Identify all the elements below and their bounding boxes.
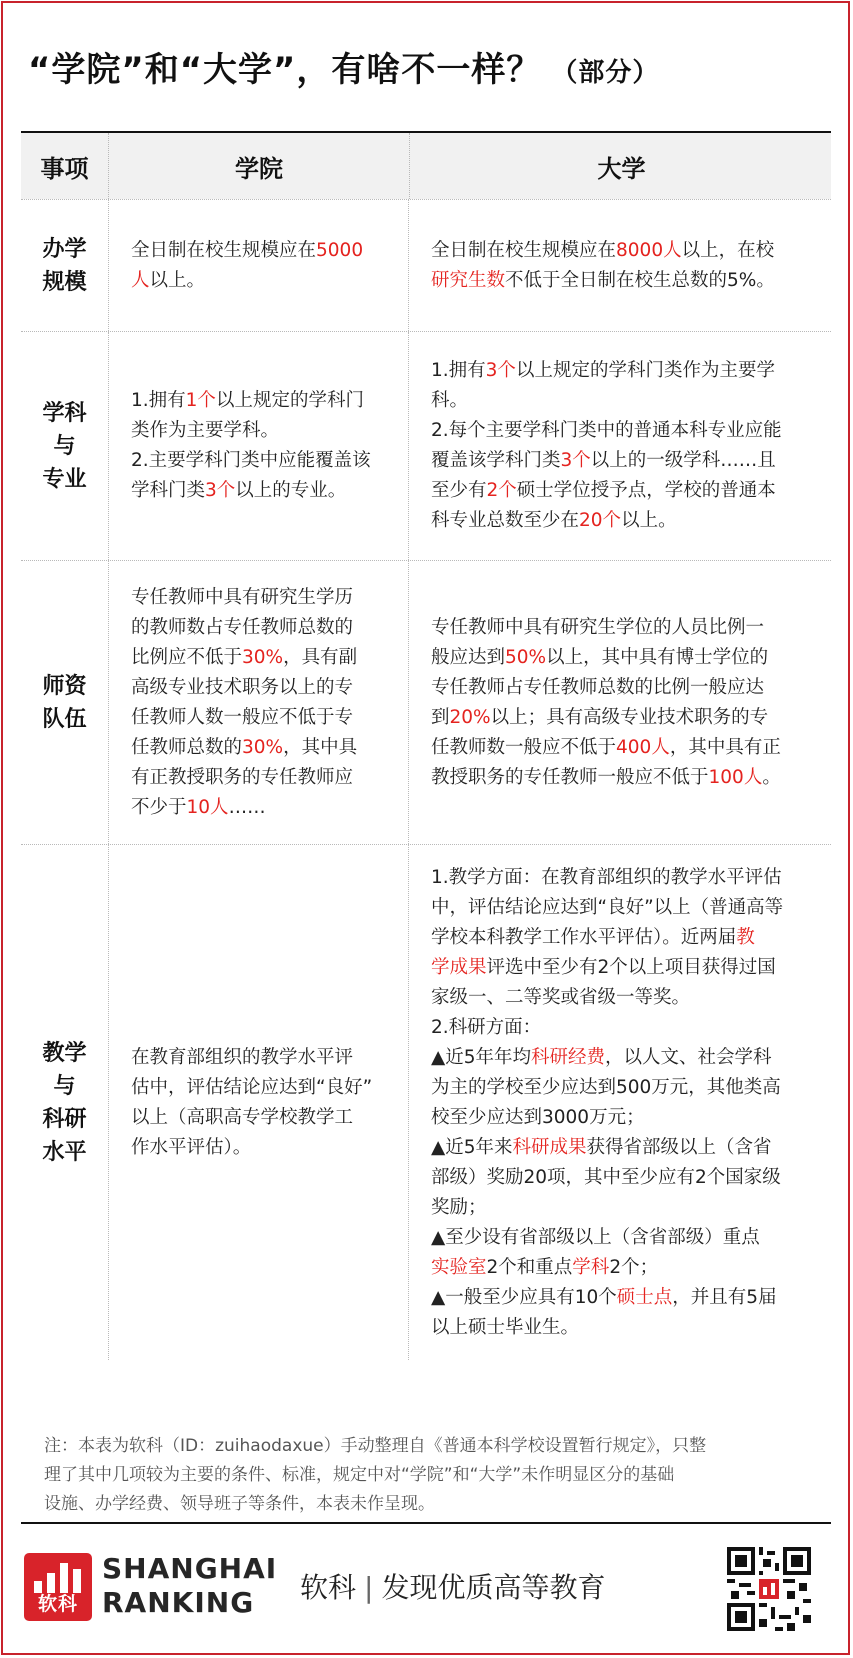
table-note: 注：本表为软科（ID：zuihaodaxue）手动整理自《普通本科学校设置暂行规定》，只整 理了其中几项较为主要的条件、标准，规定中对“学院”和“大学”未作明显区分的基础 设施、办学经费、领导班子等条件，本表未作呈现。 <box>44 1436 707 1514</box>
cell-text-segment: 以上的一级学科……且 至少有 <box>431 450 776 501</box>
highlight-text: 科研经费 <box>531 1046 606 1068</box>
cell-text-segment: ，其中具有正 教授职务的专任教师一般应不低于 <box>431 736 781 788</box>
item-cell: 教学 与 科研 水平 <box>42 1040 87 1165</box>
cell-text-segment: 专任教师中具有研究生学位的人员比例一 般应达到 <box>431 616 765 668</box>
table-row-disciplines <box>21 331 831 560</box>
cell-text-segment: 专任教师中具有研究生学历 的教师数占专任教师总数的 比例应不低于 <box>131 586 354 668</box>
cell-text-segment: ，具有副 高级专业技术职务以上的专 任教师人数一般应不低于专 任教师总数的 <box>131 646 358 758</box>
cell-text-segment: 1.教学方面：在教育部组织的教学水平评估 中，评估结论应达到“良好”以上（普通高等 学校本科教学工作水平评估）。近两届 <box>431 866 784 948</box>
cell-text-segment: ，以人文、社会学科 为主的学校至少应达到500万元，其他类高 校至少应达到3000万元； ▲近5年来 <box>431 1046 781 1158</box>
college-cell <box>108 845 408 1360</box>
cell-text-segment: 以上，在校 <box>681 239 775 261</box>
title-main: “学院”和“大学”，有啥不一样？ <box>28 50 542 90</box>
cell-text-segment: 以上。 <box>149 269 206 291</box>
slogan <box>300 1566 605 1606</box>
highlight-text: 400人 <box>616 736 670 758</box>
cell-text-segment: 1.拥有 <box>431 360 486 381</box>
table-row-teaching-research <box>21 844 831 1360</box>
highlight-text: 学科 <box>572 1256 610 1278</box>
highlight-text: 20% <box>449 706 491 728</box>
cell-text-segment: 以上规定的学科门类作为主要学 科。 2.每个主要学科门类中的普通本科专业应能 覆盖该学科门类 <box>431 360 782 471</box>
cell-text-segment: 评选中至少有2个以上项目获得过国 家级一、二等奖或省级一等奖。 2.科研方面： ▲近5年年均 <box>431 956 776 1068</box>
header-university: 大学 <box>409 133 833 199</box>
cell-text-segment: 以上规定的学科门 类作为主要学科。 2.主要学科门类中应能覆盖该 学科门类 <box>131 390 371 501</box>
highlight-text: 20个 <box>579 510 622 531</box>
header-item: 事项 <box>40 154 89 183</box>
college-cell <box>108 200 408 331</box>
cell-text-segment: …… <box>228 796 266 818</box>
footer-divider <box>21 1522 831 1524</box>
highlight-text: 3个 <box>485 360 516 381</box>
cell-text-segment: 以上。 <box>621 510 677 531</box>
highlight-text: 教 学成果 <box>431 926 755 978</box>
cell-text-segment: 以上的专业。 <box>235 480 347 501</box>
highlight-text: 硕士点 <box>616 1286 673 1308</box>
college-cell <box>108 561 408 844</box>
highlight-text: 50% <box>505 646 547 668</box>
highlight-text: 10人 <box>186 796 229 818</box>
comparison-table <box>21 131 831 1360</box>
cell-text-segment: 全日制在校生规模应在 <box>431 239 617 261</box>
logo-text: 软科 <box>37 1593 78 1615</box>
highlight-text: 3个 <box>205 480 236 501</box>
highlight-text: 科研成果 <box>512 1136 587 1158</box>
highlight-text: 30% <box>242 736 284 758</box>
cell-text-segment: 硕士学位授予点，学校的普通本 科专业总数至少在 <box>431 480 776 531</box>
slogan-text: 发现优质高等教育 <box>381 1571 606 1604</box>
item-cell: 师资 队伍 <box>42 673 87 732</box>
university-cell <box>408 200 831 331</box>
cell-text-segment: ，并且有5届 以上硕士毕业生。 <box>431 1286 777 1338</box>
cell-text-segment: 。 <box>762 766 781 788</box>
cell-text-segment: 2个和重点 <box>486 1256 573 1278</box>
item-cell: 办学 规模 <box>42 236 87 295</box>
college-cell <box>108 332 408 560</box>
highlight-text: 1个 <box>185 390 216 411</box>
cell-text-segment: 以上；具有高级专业技术职务的专 任教师数一般应不低于 <box>431 706 769 758</box>
highlight-text: 3个 <box>560 450 591 471</box>
table-header <box>21 133 831 199</box>
page-title <box>28 42 659 91</box>
highlight-text: 30% <box>242 646 284 668</box>
cell-text-segment: 以上，其中具有博士学位的 专任教师占专任教师总数的比例一般应达 到 <box>431 646 769 728</box>
cell-text-segment: 获得省部级以上（含省 部级）奖励20项，其中至少应有2个国家级 奖励； ▲至少设有省部级以上（含省部级）重点 <box>431 1136 781 1248</box>
slogan-brand: 软科 <box>300 1571 357 1604</box>
university-cell <box>408 561 831 844</box>
cell-text-segment: 2个； ▲一般至少应具有10个 <box>431 1256 659 1308</box>
cell-text-segment: 在教育部组织的教学水平评 估中，评估结论应达到“良好” 以上（高职高专学校教学工 作水平评估）。 <box>131 1046 373 1158</box>
highlight-text: 5000 人 <box>131 239 364 291</box>
qr-code-icon <box>727 1547 811 1631</box>
title-sub: （部分） <box>551 58 660 88</box>
brand-name <box>102 1552 277 1620</box>
cell-text-segment: ，其中具 有正教授职务的专任教师应 不少于 <box>131 736 358 818</box>
highlight-text: 8000人 <box>616 239 682 261</box>
highlight-text: 实验室 <box>431 1256 487 1278</box>
item-cell: 学科 与 专业 <box>42 400 87 492</box>
university-cell <box>408 332 831 560</box>
cell-text-segment: 不低于全日制在校生总数的5%。 <box>505 269 775 291</box>
brand-line-2: RANKING <box>102 1586 255 1619</box>
cell-text-segment: 全日制在校生规模应在 <box>131 239 317 261</box>
brand-line-1: SHANGHAI <box>102 1552 278 1585</box>
slogan-separator: | <box>364 1571 374 1604</box>
shanghai-ranking-logo <box>24 1553 92 1621</box>
highlight-text: 2个 <box>486 480 517 501</box>
header-college: 学院 <box>108 133 409 199</box>
university-cell <box>408 845 831 1360</box>
cell-text-segment: 1.拥有 <box>131 390 186 411</box>
highlight-text: 100人 <box>708 766 763 788</box>
table-row-faculty <box>21 560 831 844</box>
table-row-scale <box>21 199 831 331</box>
highlight-text: 研究生数 <box>431 269 506 291</box>
